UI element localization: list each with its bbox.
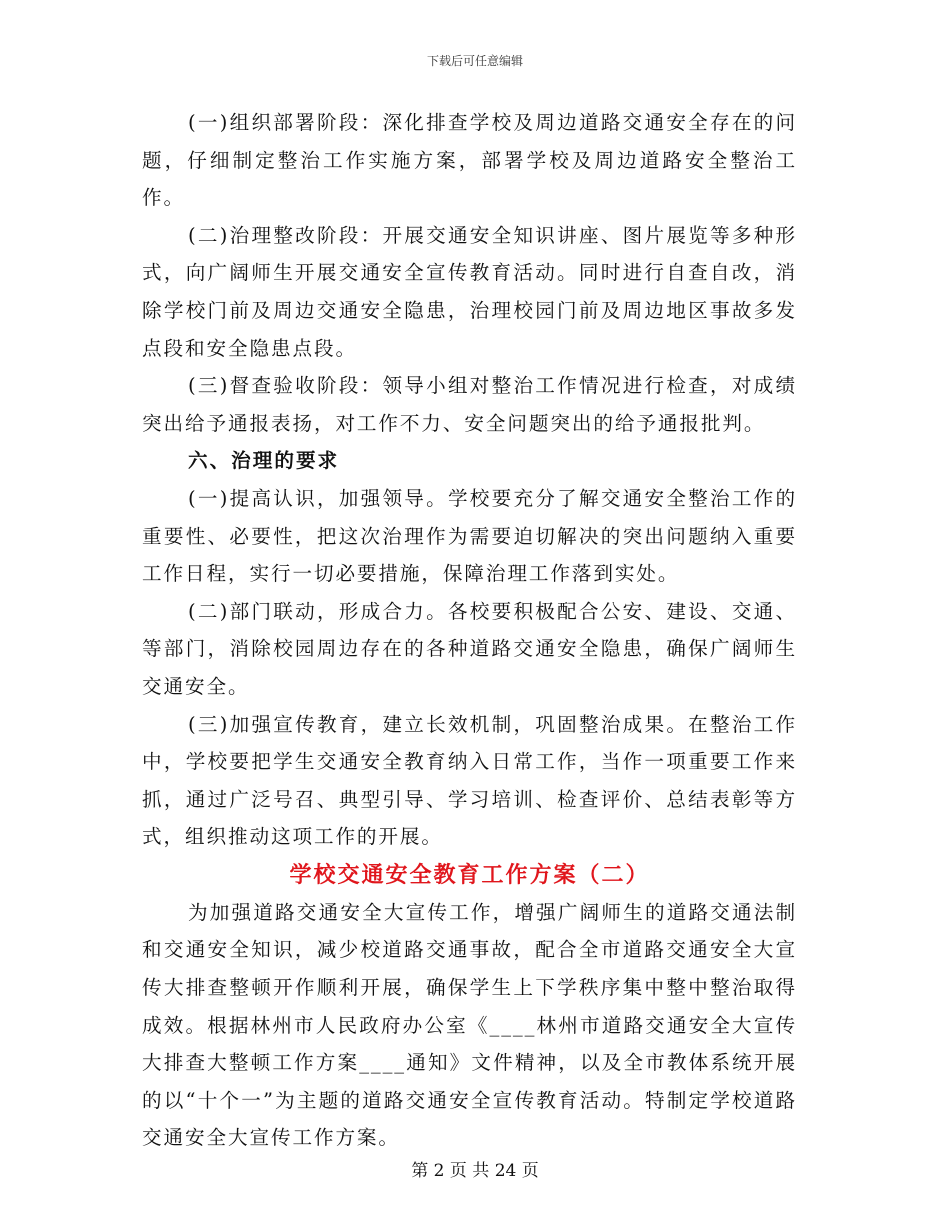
- section-6-heading: 六、治理的要求: [188, 449, 340, 473]
- stage-1-paragraph: (一)组织部署阶段：深化排查学校及周边道路交通安全存在的问题，仔细制定整治工作实施方案，部署学校及周边道路安全整治工作。: [142, 111, 797, 210]
- requirement-2-paragraph: (二)部门联动，形成合力。各校要积极配合公安、建设、交通、等部门，消除校园周边存在的各种道路交通安全隐患，确保广阔师生交通安全。: [142, 599, 797, 698]
- plan-2-title: 学校交通安全教育工作方案（二）: [289, 861, 650, 888]
- stage-2-paragraph: (二)治理整改阶段：开展交通安全知识讲座、图片展览等多种形式，向广阔师生开展交通安全宣传教育活动。同时进行自查自改，消除学校门前及周边交通安全隐患，治理校园门前及周边地区事故多发点段和安全隐患点段。: [142, 223, 797, 360]
- stage-3-paragraph: (三)督查验收阶段：领导小组对整治工作情况进行检查，对成绩突出给予通报表扬，对工作不力、安全问题突出的给予通报批判。: [142, 374, 797, 435]
- page-header: 下载后可任意编辑: [426, 54, 523, 68]
- requirement-1-paragraph: (一)提高认识，加强领导。学校要充分了解交通安全整治工作的重要性、必要性，把这次治理作为需要迫切解决的突出问题纳入重要工作日程，实行一切必要措施，保障治理工作落到实处。: [142, 486, 797, 586]
- plan-2-intro-paragraph: 为加强道路交通安全大宣传工作，增强广阔师生的道路交通法制和交通安全知识，减少校道路交通事故，配合全市道路交通安全大宣传大排查整顿开作顺利开展，确保学生上下学秩序集中整中整治取得成效。根据林州市人民政府办公室《____林州市道路交通安全大宣传大排查大整顿工作方案____通知》文件精神，以及全市教体系统开展的以“十个一”为主题的道路交通安全宣传教育活动。特制定学校道路交通安全大宣传工作方案。: [142, 900, 797, 1150]
- requirement-3-paragraph: (三)加强宣传教育，建立长效机制，巩固整治成果。在整治工作中，学校要把学生交通安全教育纳入日常工作，当作一项重要工作来抓，通过广泛号召、典型引导、学习培训、检查评价、总结表彰等方式，组织推动这项工作的开展。: [142, 712, 797, 849]
- page-number: 第 2 页 共 24 页: [411, 1161, 539, 1181]
- document-body: [142, 104, 797, 1157]
